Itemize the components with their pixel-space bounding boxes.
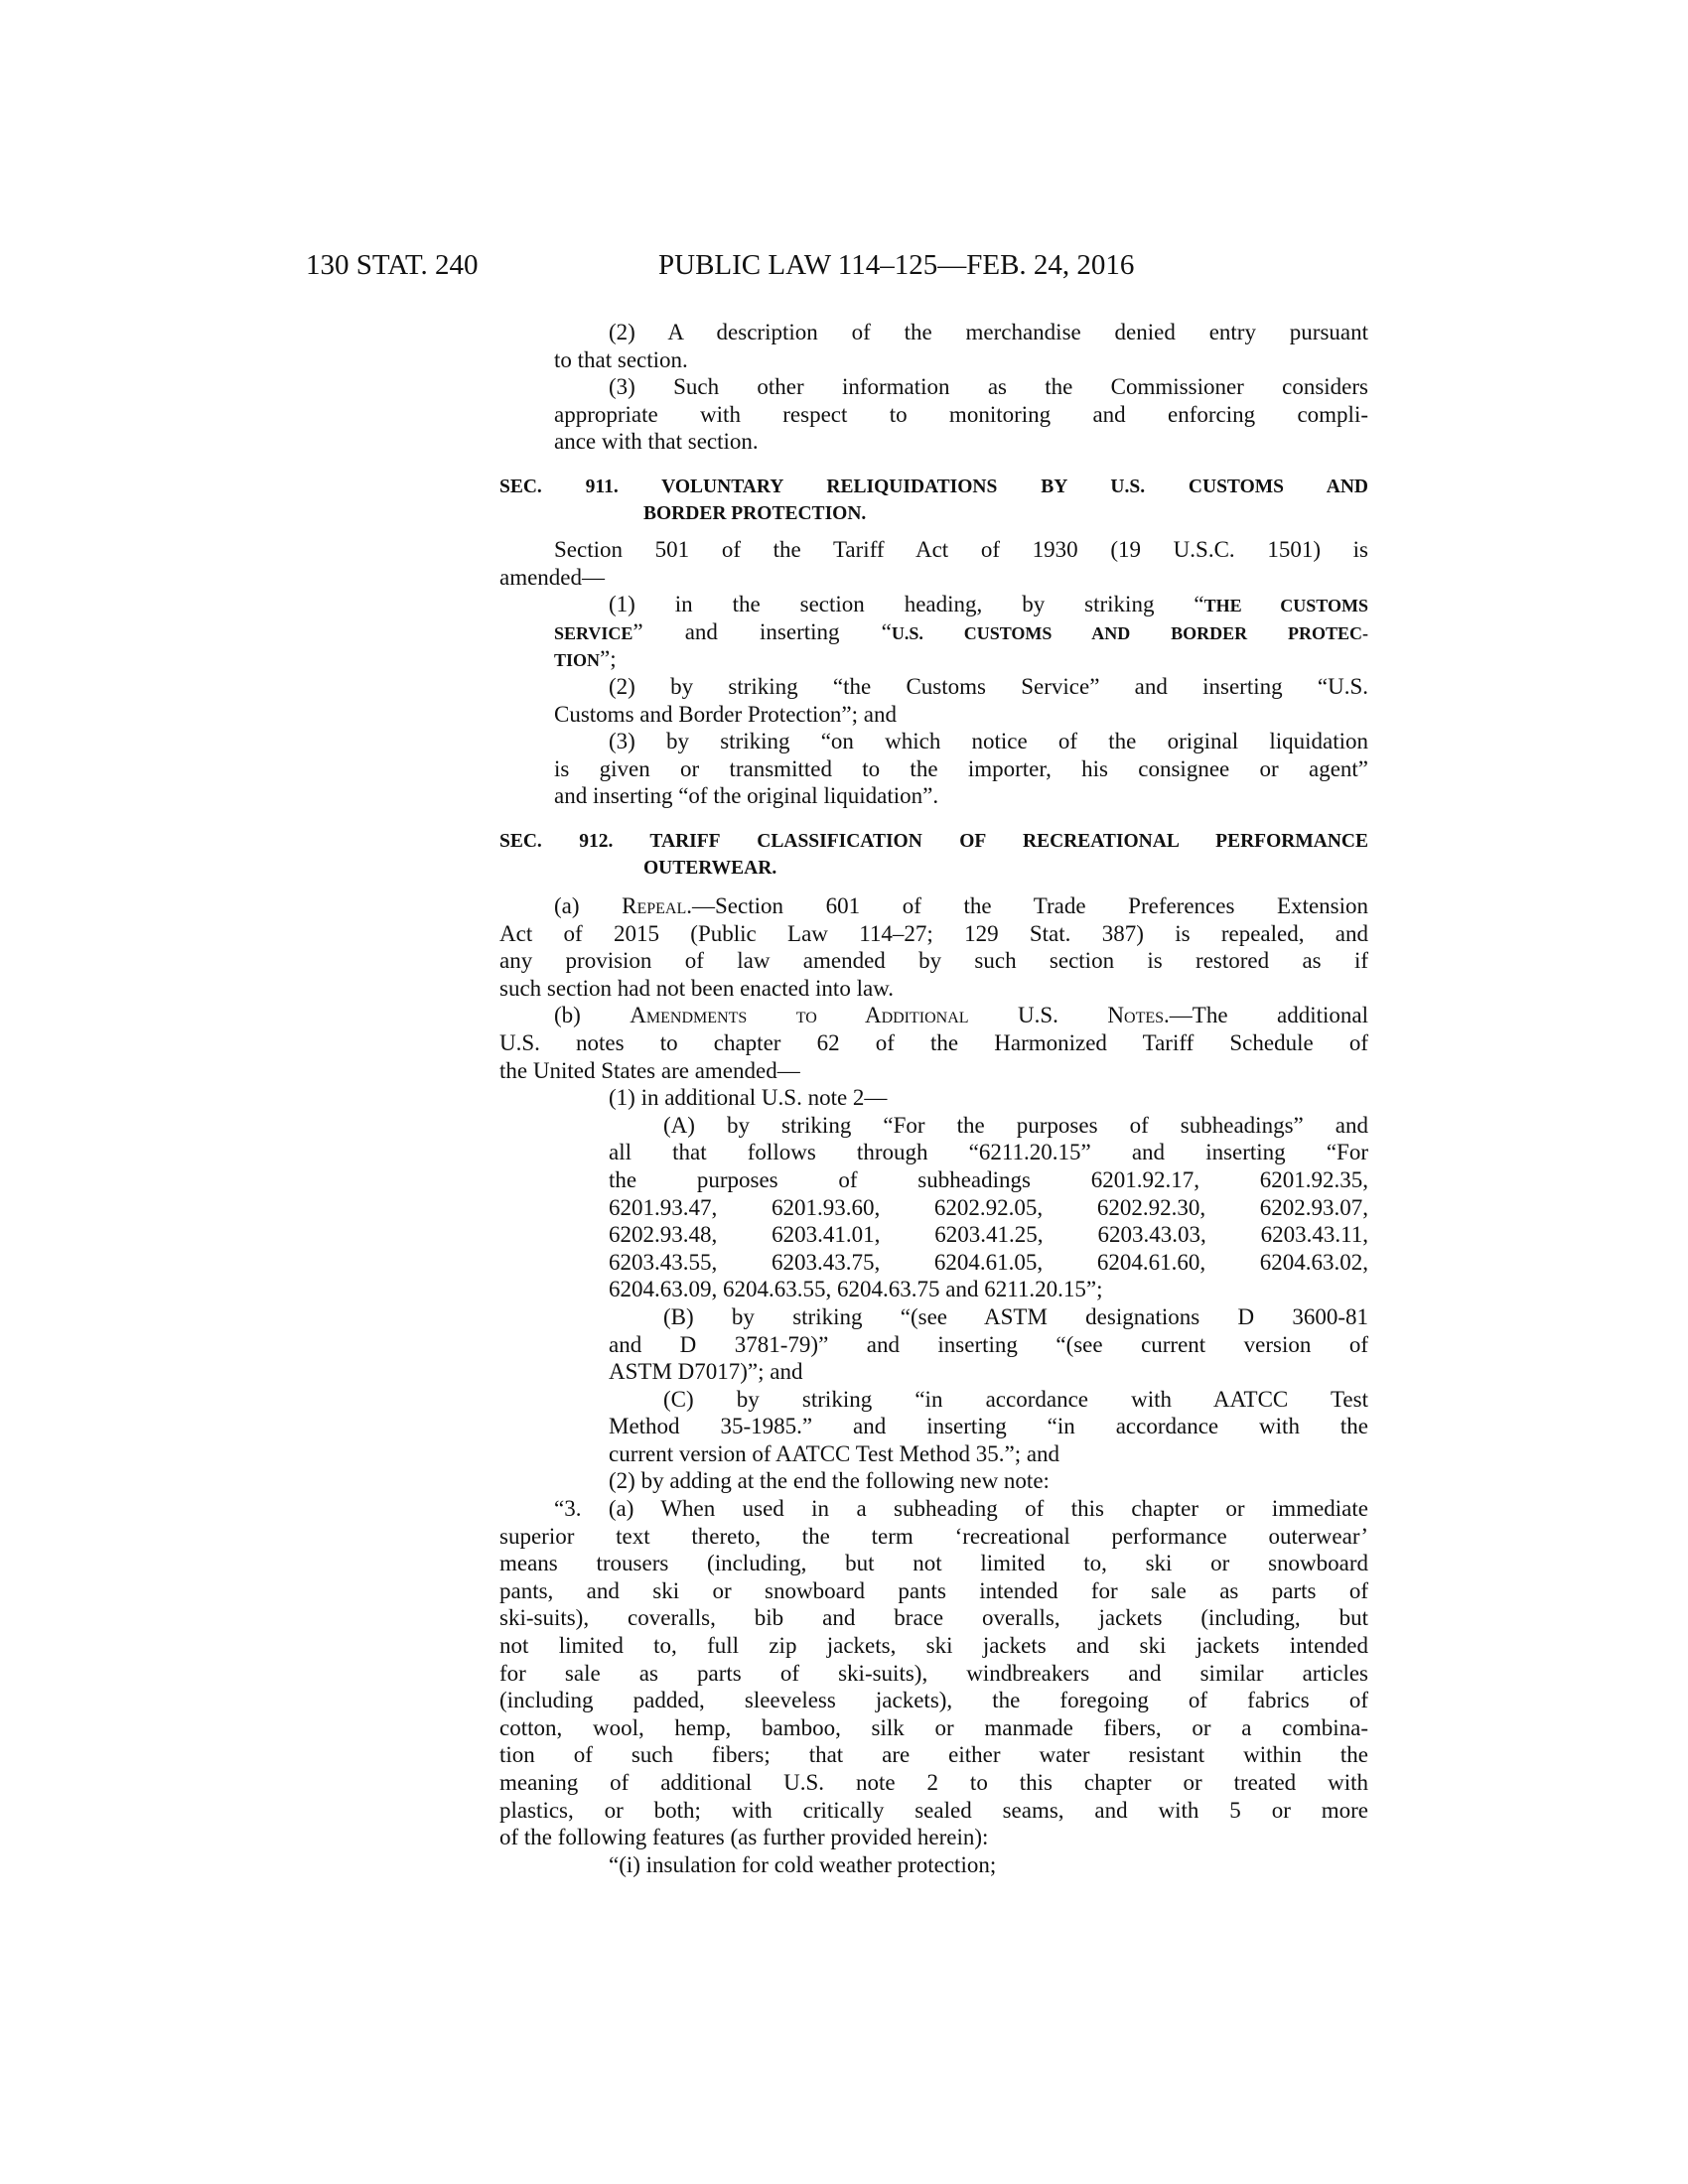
text-line: ASTM D7017)”; and (609, 1359, 803, 1385)
text-line: appropriate with respect to monitoring and enforcing compli- (554, 401, 1368, 427)
text-line: (2) A description of the merchandise denied entry pursuant (609, 320, 1368, 344)
text-line: 6202.93.48, 6203.41.01, 6203.41.25, 6203.43.03, 6203.43.11, (609, 1222, 1368, 1248)
text-line: U.S. notes to chapter 62 of the Harmonized Tariff Schedule of (499, 1029, 1368, 1055)
text-line: 6203.43.55, 6203.43.75, 6204.61.05, 6204.61.60, 6204.63.02, (609, 1249, 1368, 1275)
text: .—The additional (1164, 1003, 1368, 1028)
text: .—Section 601 of the Trade Preferences Extension (686, 893, 1369, 918)
section-912-heading (499, 828, 1368, 882)
text-line: for sale as parts of ski-suits), windbreakers and similar articles (499, 1660, 1368, 1686)
text-line: such section had not been enacted into law. (499, 975, 895, 1001)
text-line: “3. (a) When used in a subheading of this chapter or immediate (554, 1496, 1368, 1522)
bold-caps: THE CUSTOMS (1203, 596, 1368, 616)
text-line: and D 3781-79)” and inserting “(see current version of (609, 1331, 1368, 1357)
text-line (554, 1002, 1368, 1029)
text-line: pants, and ski or snowboard pants intended for sale as parts of (499, 1577, 1368, 1603)
text-line: ance with that section. (554, 429, 759, 455)
text-line: Act of 2015 (Public Law 114–27; 129 Stat. 387) is repealed, and (499, 920, 1368, 946)
page-stat-citation: 130 STAT. 240 (306, 249, 479, 281)
section-912-body (499, 892, 1368, 1878)
text-line (554, 645, 1368, 673)
text-line: (2) by adding at the end the following new note: (609, 1468, 1050, 1494)
text-line: “(i) insulation for cold weather protection; (609, 1851, 997, 1877)
text-line: (3) by striking “on which notice of the original liquidation (609, 729, 1368, 754)
text-line: the United States are amended— (499, 1057, 800, 1083)
text-line: means trousers (including, but not limited to, ski or snowboard (499, 1551, 1368, 1576)
text: U.S. (968, 1003, 1108, 1028)
text-line: cotton, wool, hemp, bamboo, silk or manmade fibers, or a combina- (499, 1714, 1368, 1740)
text-line: of the following features (as further provided herein): (499, 1825, 989, 1850)
text-line: all that follows through “6211.20.15” and inserting “For (609, 1140, 1368, 1165)
text-line: Method 35-1985.” and inserting “in accordance with the (609, 1414, 1368, 1439)
section-911-body (499, 536, 1368, 810)
text-line (554, 618, 1368, 646)
text-line: ski-suits), coveralls, bib and brace overalls, jackets (including, but (499, 1605, 1368, 1631)
text: (b) (554, 1003, 631, 1028)
block-sec910-end (499, 319, 1368, 456)
running-header-title: PUBLIC LAW 114–125—FEB. 24, 2016 (658, 249, 1135, 281)
text-line: Customs and Border Protection”; and (554, 701, 897, 727)
text-line: superior text thereto, the term ‘recreational performance outerwear’ (499, 1523, 1368, 1549)
text-line: is given or transmitted to the importer, his consignee or agent” (554, 755, 1368, 781)
heading-line: SEC. 911. VOLUNTARY RELIQUIDATIONS BY U.S. CUSTOMS AND (499, 477, 1368, 497)
text: ”; (600, 646, 617, 672)
text-line: current version of AATCC Test Method 35.”; and (609, 1440, 1060, 1466)
text-line: (2) by striking “the Customs Service” and inserting “U.S. (609, 673, 1368, 699)
text-line: to that section. (554, 346, 688, 372)
heading-line: SEC. 912. TARIFF CLASSIFICATION OF RECREATIONAL PERFORMANCE (499, 831, 1368, 852)
text-line: 6201.93.47, 6201.93.60, 6202.92.05, 6202.92.30, 6202.93.07, (609, 1194, 1368, 1220)
text-line: not limited to, full zip jackets, ski jackets and ski jackets intended (499, 1633, 1368, 1659)
text: ” and inserting “ (633, 618, 892, 644)
heading-line: BORDER PROTECTION. (643, 503, 867, 524)
text-line: any provision of law amended by such section is restored as if (499, 948, 1368, 974)
text: (a) (554, 893, 623, 918)
small-caps: Amendments to Additional (630, 1003, 969, 1028)
text-line: meaning of additional U.S. note 2 to this chapter or treated with (499, 1770, 1368, 1795)
text-line: 6204.63.09, 6204.63.55, 6204.63.75 and 6211.20.15”; (609, 1277, 1103, 1302)
text-line (609, 591, 1368, 618)
text-line (554, 892, 1368, 920)
text-line: (including padded, sleeveless jackets), the foregoing of fabrics of (499, 1688, 1368, 1713)
bold-caps: TION (554, 650, 601, 671)
text-line: (1) in additional U.S. note 2— (609, 1085, 888, 1111)
small-caps: Repeal (622, 893, 687, 918)
section-911-heading (499, 474, 1368, 527)
bold-caps: SERVICE (554, 622, 633, 643)
text-line: (A) by striking “For the purposes of subheadings” and (663, 1112, 1368, 1138)
heading-line: OUTERWEAR. (643, 858, 777, 879)
text-line: plastics, or both; with critically sealed seams, and with 5 or more (499, 1797, 1368, 1823)
text-line: and inserting “of the original liquidation”. (554, 783, 939, 809)
text-line: (3) Such other information as the Commissioner considers (609, 374, 1368, 400)
text-line: (B) by striking “(see ASTM designations D 3600-81 (663, 1303, 1368, 1329)
text-line: (C) by striking “in accordance with AATCC Test (663, 1386, 1368, 1412)
text-line: tion of such fibers; that are either water resistant within the (499, 1742, 1368, 1768)
text-line: Section 501 of the Tariff Act of 1930 (19 U.S.C. 1501) is (554, 537, 1368, 562)
text-line: amended— (499, 564, 606, 590)
text-line: the purposes of subheadings 6201.92.17, 6201.92.35, (609, 1166, 1368, 1192)
bold-caps: U.S. CUSTOMS AND BORDER PROTEC- (891, 622, 1368, 643)
text: (1) in the section heading, by striking “ (609, 592, 1204, 617)
small-caps: Notes (1107, 1003, 1165, 1028)
